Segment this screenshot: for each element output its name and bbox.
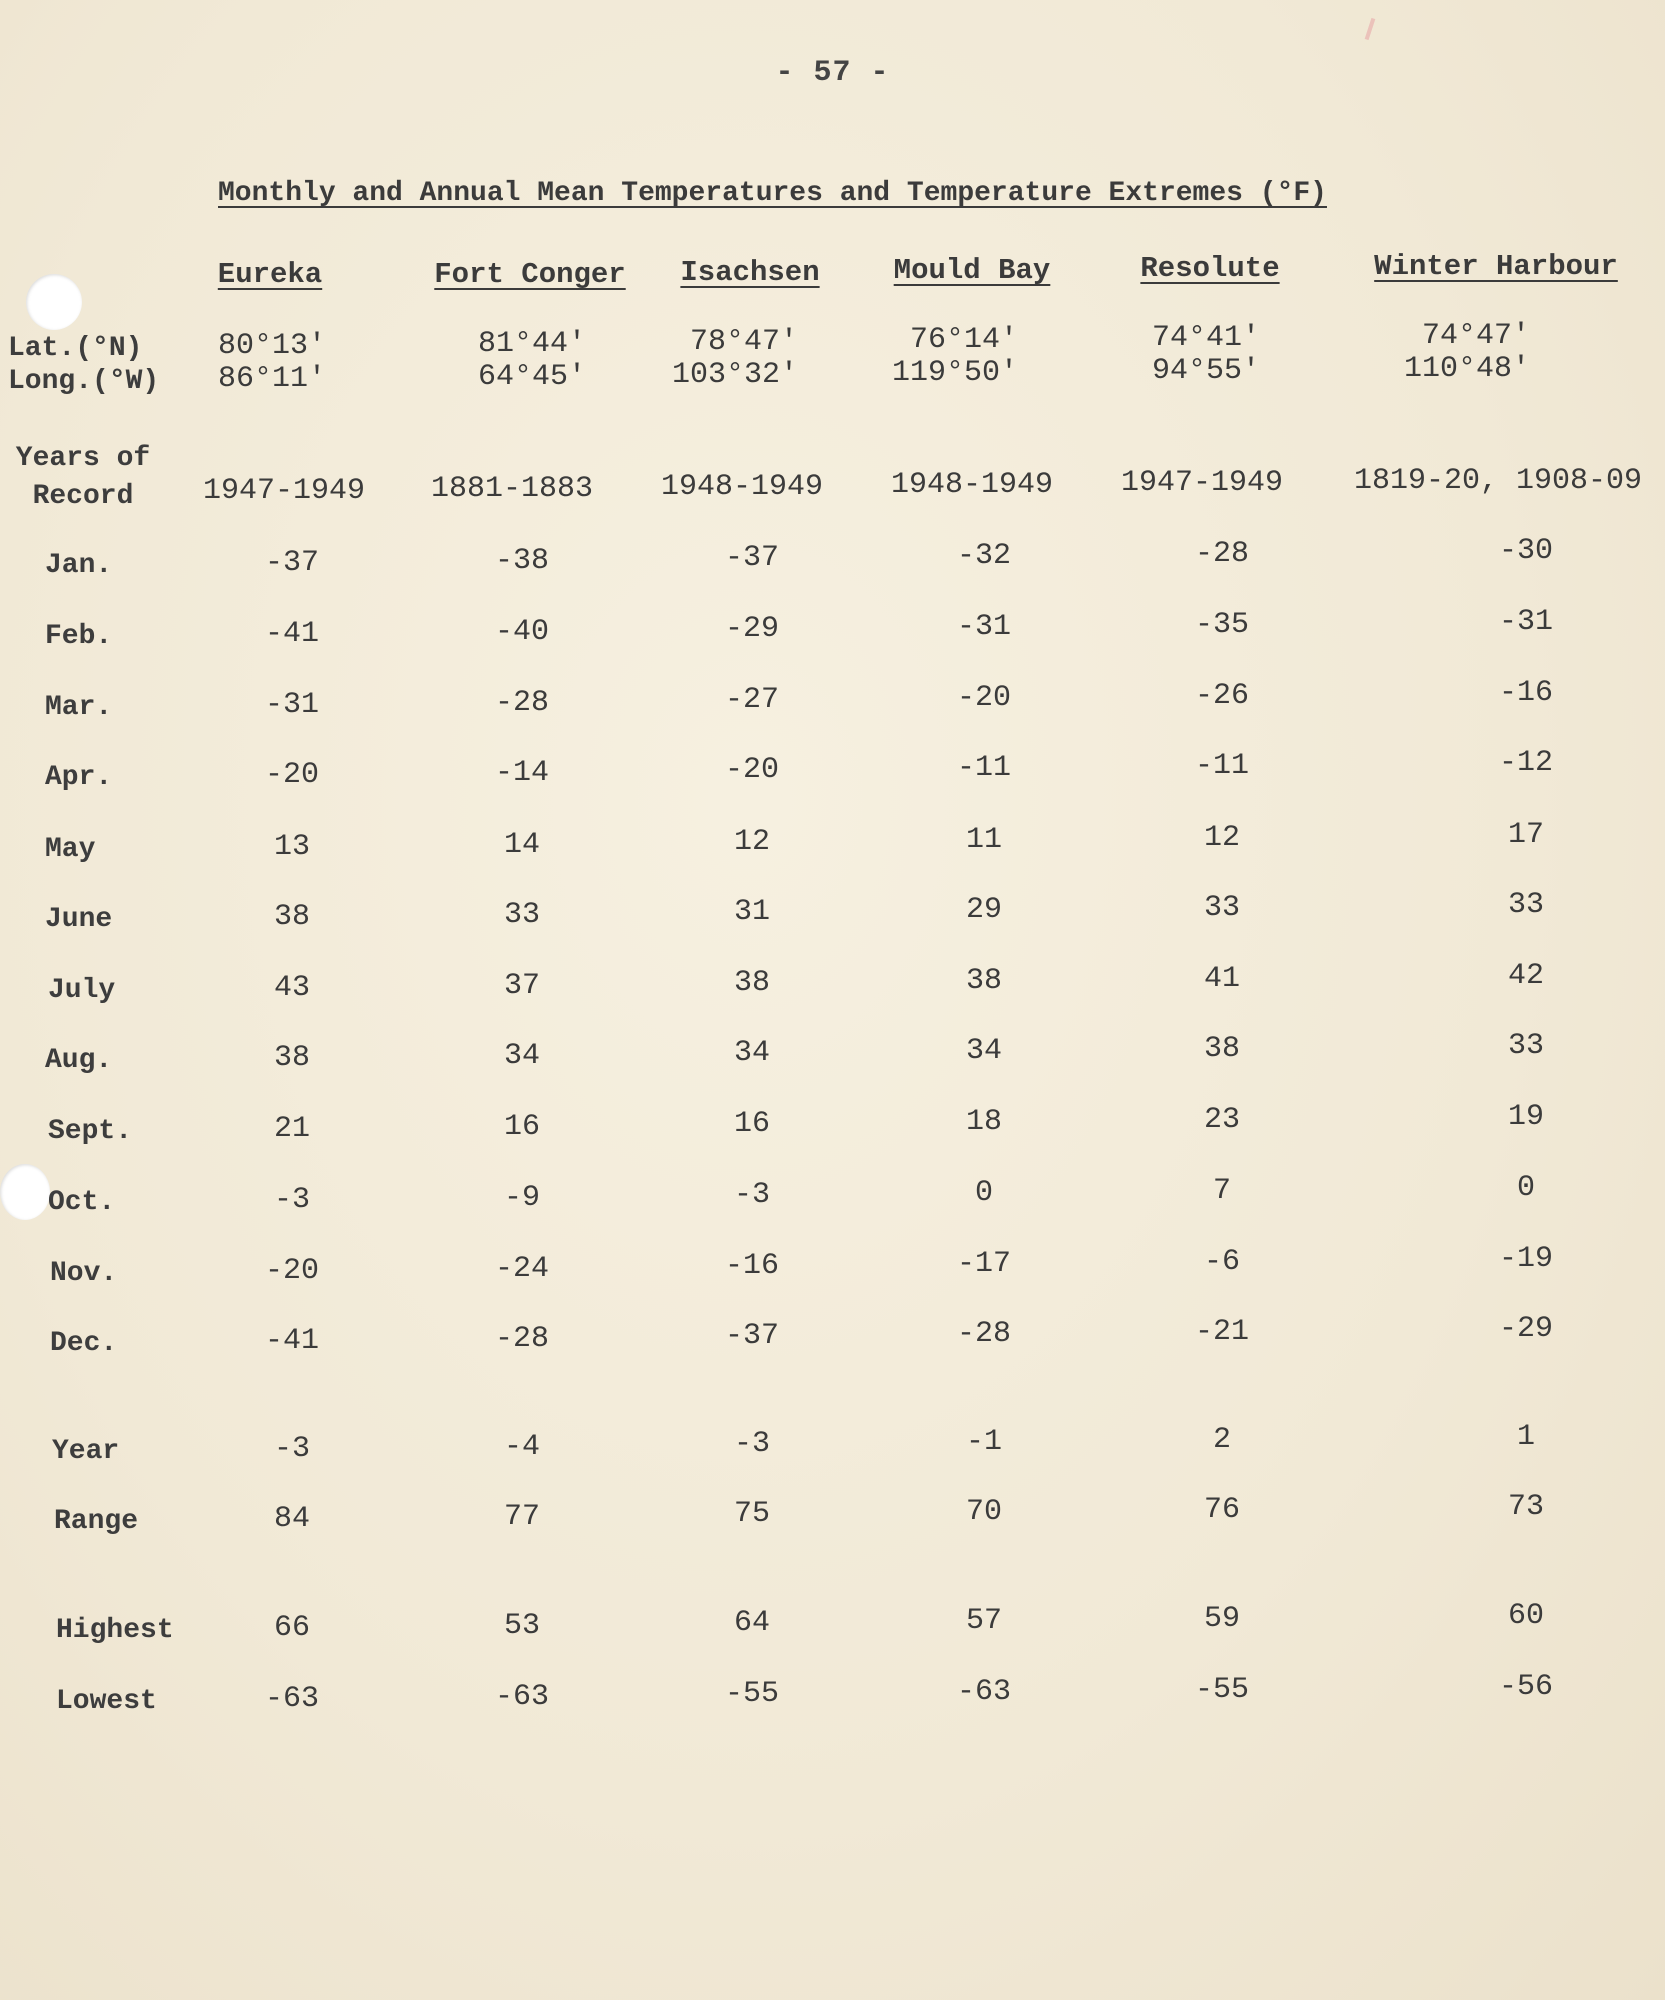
table-cell: -63 bbox=[264, 1682, 320, 1716]
table-cell: 0 bbox=[974, 1176, 994, 1210]
table-cell: -63 bbox=[956, 1675, 1012, 1709]
row-label: Highest bbox=[56, 1615, 174, 1646]
table-cell: 1 bbox=[1516, 1420, 1536, 1454]
table-cell: 34 bbox=[965, 1034, 1003, 1068]
table-cell: -20 bbox=[264, 1254, 320, 1288]
table-cell: -30 bbox=[1498, 534, 1554, 568]
coords-mould-bay bbox=[888, 324, 1018, 390]
station-header-fort-conger: Fort Conger bbox=[434, 258, 626, 291]
table-cell: -28 bbox=[494, 1322, 550, 1356]
table-cell: 66 bbox=[273, 1611, 311, 1645]
years-eureka: 1947-1949 bbox=[202, 474, 366, 508]
table-cell: -12 bbox=[1498, 746, 1554, 780]
station-header-resolute: Resolute bbox=[1140, 252, 1280, 285]
table-cell: 14 bbox=[503, 828, 541, 862]
table-cell: -3 bbox=[733, 1178, 771, 1212]
table-cell: 41 bbox=[1203, 962, 1241, 996]
table-cell: -11 bbox=[1194, 749, 1250, 783]
table-cell: 23 bbox=[1203, 1103, 1241, 1137]
table-cell: -28 bbox=[956, 1317, 1012, 1351]
table-cell: -41 bbox=[264, 1324, 320, 1358]
table-cell: -3 bbox=[273, 1432, 311, 1466]
table-cell: -21 bbox=[1194, 1315, 1250, 1349]
table-cell: -31 bbox=[956, 610, 1012, 644]
table-cell: -11 bbox=[956, 751, 1012, 785]
table-cell: -31 bbox=[264, 688, 320, 722]
table-cell: 43 bbox=[273, 971, 311, 1005]
row-label: Jan. bbox=[45, 550, 113, 581]
coords-isachsen bbox=[670, 326, 798, 392]
coords-resolute bbox=[1150, 322, 1260, 388]
row-label: Year bbox=[52, 1436, 120, 1467]
row-label: Range bbox=[54, 1506, 139, 1537]
lat-value: 78°47' bbox=[689, 325, 798, 359]
table-cell: -27 bbox=[724, 683, 780, 717]
lat-long-label bbox=[8, 332, 159, 398]
row-label: Nov. bbox=[50, 1258, 118, 1289]
table-cell: -40 bbox=[494, 615, 550, 649]
row-label: Mar. bbox=[45, 692, 113, 723]
long-value: 86°11' bbox=[218, 362, 327, 396]
table-cell: -3 bbox=[273, 1183, 311, 1217]
row-label: Oct. bbox=[48, 1187, 116, 1218]
table-cell: -28 bbox=[494, 686, 550, 720]
table-cell: -14 bbox=[494, 756, 550, 790]
station-header-eureka: Eureka bbox=[217, 258, 323, 291]
table-cell: -35 bbox=[1194, 608, 1250, 642]
row-label: Lowest bbox=[56, 1686, 157, 1717]
row-label: Feb. bbox=[45, 621, 113, 652]
table-cell: 7 bbox=[1212, 1174, 1232, 1208]
table-cell: 21 bbox=[273, 1112, 311, 1146]
table-cell: 38 bbox=[273, 900, 311, 934]
table-cell: -17 bbox=[956, 1247, 1012, 1281]
table-cell: 2 bbox=[1212, 1423, 1232, 1457]
table-cell: -3 bbox=[733, 1427, 771, 1461]
table-cell: -41 bbox=[264, 617, 320, 651]
table-cell: 13 bbox=[273, 830, 311, 864]
table-cell: -55 bbox=[724, 1677, 780, 1711]
table-cell: -9 bbox=[503, 1181, 541, 1215]
table-cell: 70 bbox=[965, 1495, 1003, 1529]
coords-eureka bbox=[218, 330, 326, 396]
table-cell: 0 bbox=[1516, 1171, 1536, 1205]
table-cell: 17 bbox=[1507, 818, 1545, 852]
station-header-mould-bay: Mould Bay bbox=[893, 254, 1051, 287]
years-resolute: 1947-1949 bbox=[1120, 466, 1284, 500]
table-cell: 37 bbox=[503, 969, 541, 1003]
table-cell: 77 bbox=[503, 1500, 541, 1534]
table-cell: -55 bbox=[1194, 1673, 1250, 1707]
table-cell: -24 bbox=[494, 1252, 550, 1286]
table-cell: 19 bbox=[1507, 1100, 1545, 1134]
table-cell: -6 bbox=[1203, 1245, 1241, 1279]
row-label: Apr. bbox=[45, 762, 113, 793]
table-cell: 59 bbox=[1203, 1602, 1241, 1636]
coords-winter-harbour bbox=[1398, 320, 1530, 386]
table-cell: -56 bbox=[1498, 1670, 1554, 1704]
table-cell: 53 bbox=[503, 1609, 541, 1643]
table-cell: 16 bbox=[503, 1110, 541, 1144]
lat-value: 74°41' bbox=[1151, 321, 1260, 355]
coords-fort-conger bbox=[470, 328, 586, 394]
row-label: May bbox=[45, 834, 96, 865]
table-cell: -16 bbox=[1498, 676, 1554, 710]
lat-label: Lat.(°N) bbox=[8, 333, 143, 364]
table-cell: -4 bbox=[503, 1430, 541, 1464]
table-title: Monthly and Annual Mean Temperatures and Temperature Extremes (°F) bbox=[218, 178, 1327, 209]
table-cell: 38 bbox=[733, 966, 771, 1000]
years-of-label: Years of bbox=[15, 443, 151, 474]
years-winter-harbour: 1819-20, 1908-09 bbox=[1353, 464, 1643, 498]
table-cell: 33 bbox=[1507, 888, 1545, 922]
lat-value: 76°14' bbox=[909, 323, 1018, 357]
table-cell: 38 bbox=[965, 964, 1003, 998]
table-cell: 38 bbox=[273, 1041, 311, 1075]
years-isachsen: 1948-1949 bbox=[660, 470, 824, 504]
table-cell: 76 bbox=[1203, 1493, 1241, 1527]
table-cell: 16 bbox=[733, 1107, 771, 1141]
station-header-winter-harbour: Winter Harbour bbox=[1374, 250, 1618, 283]
row-label: Sept. bbox=[48, 1116, 133, 1147]
table-cell: 34 bbox=[733, 1036, 771, 1070]
punch-hole-top bbox=[26, 274, 82, 330]
table-cell: 33 bbox=[1203, 891, 1241, 925]
table-cell: -19 bbox=[1498, 1242, 1554, 1276]
lat-value: 74°47' bbox=[1421, 319, 1530, 353]
table-cell: -20 bbox=[724, 753, 780, 787]
table-cell: -37 bbox=[724, 1319, 780, 1353]
years-of-record-label bbox=[8, 440, 158, 516]
lat-value: 81°44' bbox=[477, 327, 586, 361]
page-number: - 57 - bbox=[775, 56, 890, 90]
table-cell: 29 bbox=[965, 893, 1003, 927]
table-cell: 11 bbox=[965, 823, 1003, 857]
table-cell: 60 bbox=[1507, 1599, 1545, 1633]
long-value: 103°32' bbox=[671, 358, 798, 392]
station-header-isachsen: Isachsen bbox=[680, 256, 820, 289]
table-cell: 33 bbox=[1507, 1029, 1545, 1063]
table-cell: 64 bbox=[733, 1606, 771, 1640]
table-cell: 12 bbox=[733, 825, 771, 859]
ink-mark bbox=[1365, 18, 1376, 40]
table-cell: -16 bbox=[724, 1249, 780, 1283]
long-value: 64°45' bbox=[477, 360, 586, 394]
table-cell: -38 bbox=[494, 544, 550, 578]
table-cell: 33 bbox=[503, 898, 541, 932]
table-cell: 73 bbox=[1507, 1490, 1545, 1524]
table-cell: -20 bbox=[956, 681, 1012, 715]
table-cell: 75 bbox=[733, 1497, 771, 1531]
lat-value: 80°13' bbox=[218, 329, 327, 363]
table-cell: -31 bbox=[1498, 605, 1554, 639]
table-cell: -32 bbox=[956, 539, 1012, 573]
years-mould-bay: 1948-1949 bbox=[890, 468, 1054, 502]
record-label: Record bbox=[32, 481, 134, 512]
table-cell: -37 bbox=[264, 546, 320, 580]
table-cell: -20 bbox=[264, 758, 320, 792]
table-cell: 38 bbox=[1203, 1032, 1241, 1066]
row-label: Dec. bbox=[50, 1328, 118, 1359]
table-cell: 84 bbox=[273, 1502, 311, 1536]
table-cell: 18 bbox=[965, 1105, 1003, 1139]
table-cell: -28 bbox=[1194, 537, 1250, 571]
table-cell: 31 bbox=[733, 895, 771, 929]
table-cell: -37 bbox=[724, 541, 780, 575]
table-cell: -1 bbox=[965, 1425, 1003, 1459]
table-cell: 34 bbox=[503, 1039, 541, 1073]
table-cell: 57 bbox=[965, 1604, 1003, 1638]
table-cell: -26 bbox=[1194, 679, 1250, 713]
table-cell: 42 bbox=[1507, 959, 1545, 993]
years-fort-conger: 1881-1883 bbox=[430, 472, 594, 506]
long-label: Long.(°W) bbox=[8, 366, 160, 397]
table-cell: -63 bbox=[494, 1680, 550, 1714]
table-cell: -29 bbox=[724, 612, 780, 646]
long-value: 110°48' bbox=[1403, 352, 1530, 386]
long-value: 119°50' bbox=[891, 356, 1018, 390]
row-label: June bbox=[45, 904, 113, 935]
row-label: Aug. bbox=[45, 1045, 113, 1076]
long-value: 94°55' bbox=[1151, 354, 1260, 388]
row-label: July bbox=[48, 975, 116, 1006]
table-cell: 12 bbox=[1203, 821, 1241, 855]
table-cell: -29 bbox=[1498, 1312, 1554, 1346]
punch-hole-bottom bbox=[0, 1164, 50, 1220]
